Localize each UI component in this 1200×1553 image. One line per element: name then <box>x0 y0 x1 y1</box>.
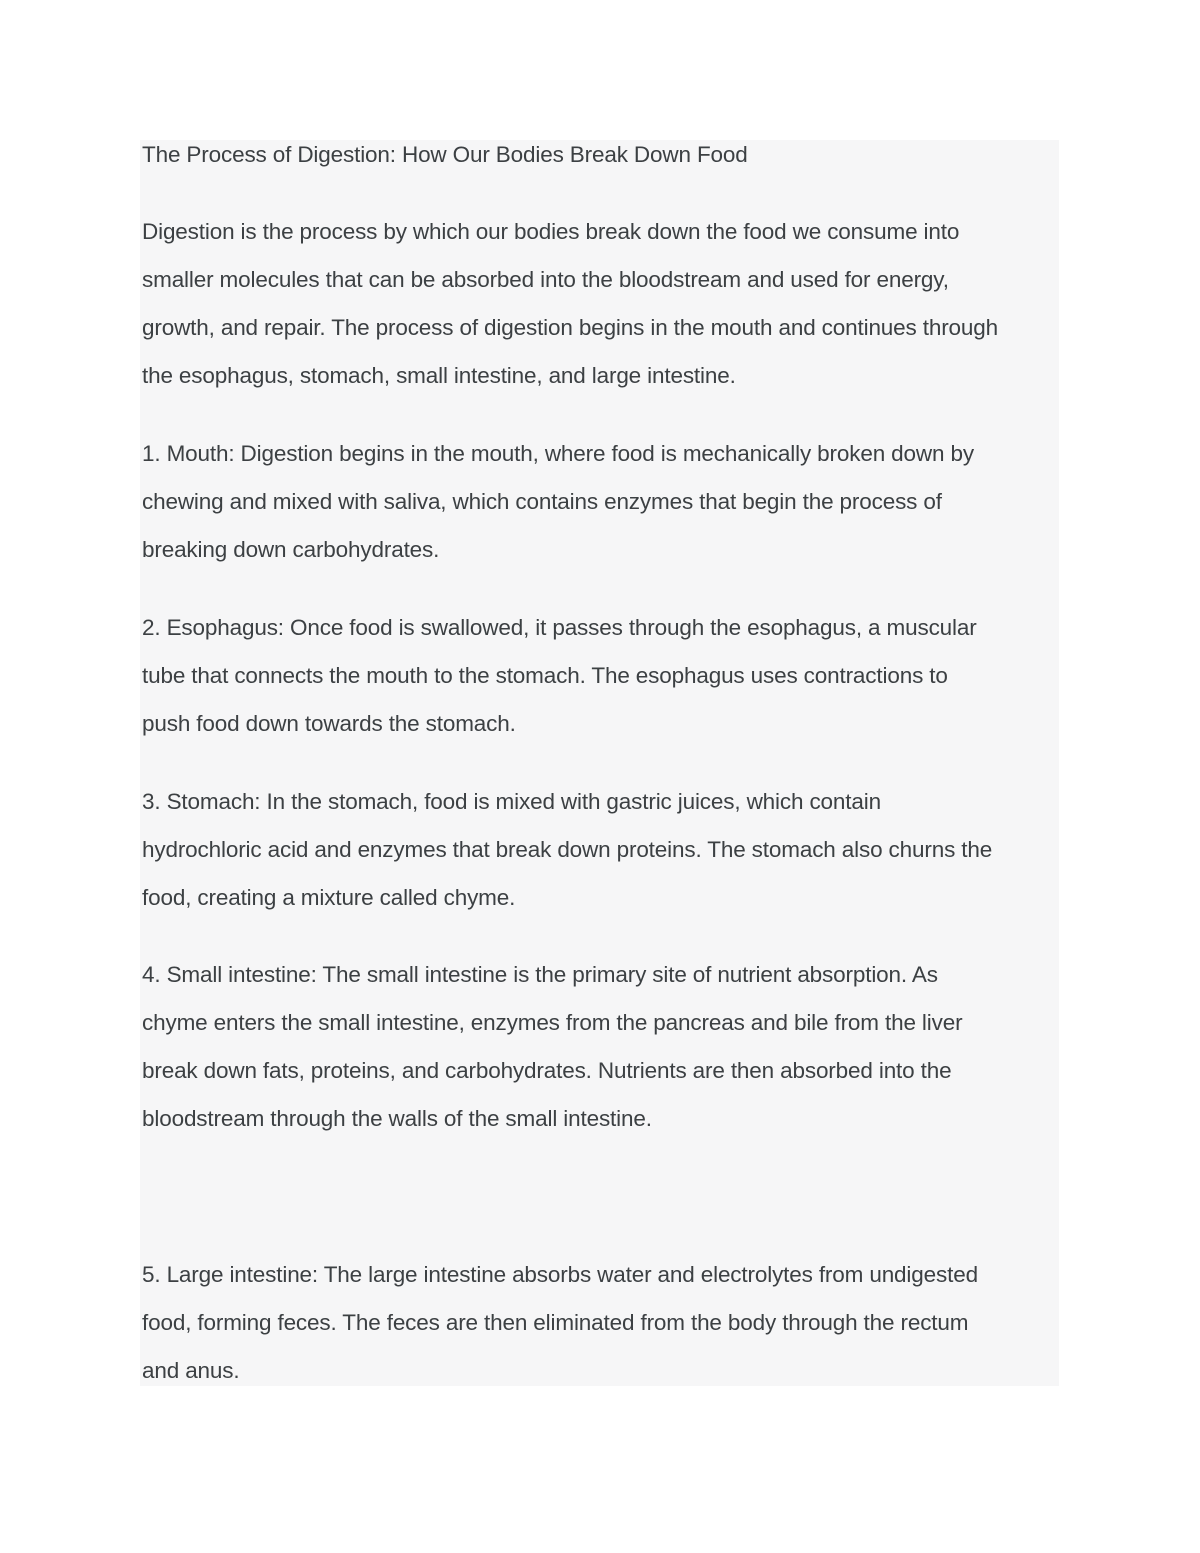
step-line: 4. Small intestine: The small intestine is the primary site of nutrient absorption. As <box>142 962 938 987</box>
step-line: tube that connects the mouth to the stomach. The esophagus uses contractions to <box>142 663 948 688</box>
step-line: bloodstream through the walls of the small intestine. <box>142 1106 652 1131</box>
step-line: chewing and mixed with saliva, which contains enzymes that begin the process of <box>142 489 942 514</box>
step-line: food, creating a mixture called chyme. <box>142 885 516 910</box>
document-text-block <box>140 140 1059 1386</box>
step-line: and anus. <box>142 1358 240 1383</box>
step-line: breaking down carbohydrates. <box>142 537 440 562</box>
step-line: break down fats, proteins, and carbohydrates. Nutrients are then absorbed into the <box>142 1058 952 1083</box>
step-line: food, forming feces. The feces are then eliminated from the body through the rectum <box>142 1310 969 1335</box>
step-line: 3. Stomach: In the stomach, food is mixed with gastric juices, which contain <box>142 789 881 814</box>
intro-line: Digestion is the process by which our bodies break down the food we consume into <box>142 219 960 244</box>
step-line: 5. Large intestine: The large intestine absorbs water and electrolytes from undigested <box>142 1262 978 1287</box>
intro-line: the esophagus, stomach, small intestine, and large intestine. <box>142 363 736 388</box>
step-line: chyme enters the small intestine, enzymes from the pancreas and bile from the liver <box>142 1010 963 1035</box>
step-line: 2. Esophagus: Once food is swallowed, it passes through the esophagus, a muscular <box>142 615 977 640</box>
step-line: hydrochloric acid and enzymes that break down proteins. The stomach also churns the <box>142 837 993 862</box>
step-line: 1. Mouth: Digestion begins in the mouth, where food is mechanically broken down by <box>142 441 974 466</box>
intro-line: growth, and repair. The process of digestion begins in the mouth and continues through <box>142 315 998 340</box>
step-line: push food down towards the stomach. <box>142 711 516 736</box>
intro-line: smaller molecules that can be absorbed into the bloodstream and used for energy, <box>142 267 949 292</box>
document-title: The Process of Digestion: How Our Bodies Break Down Food <box>142 142 748 167</box>
